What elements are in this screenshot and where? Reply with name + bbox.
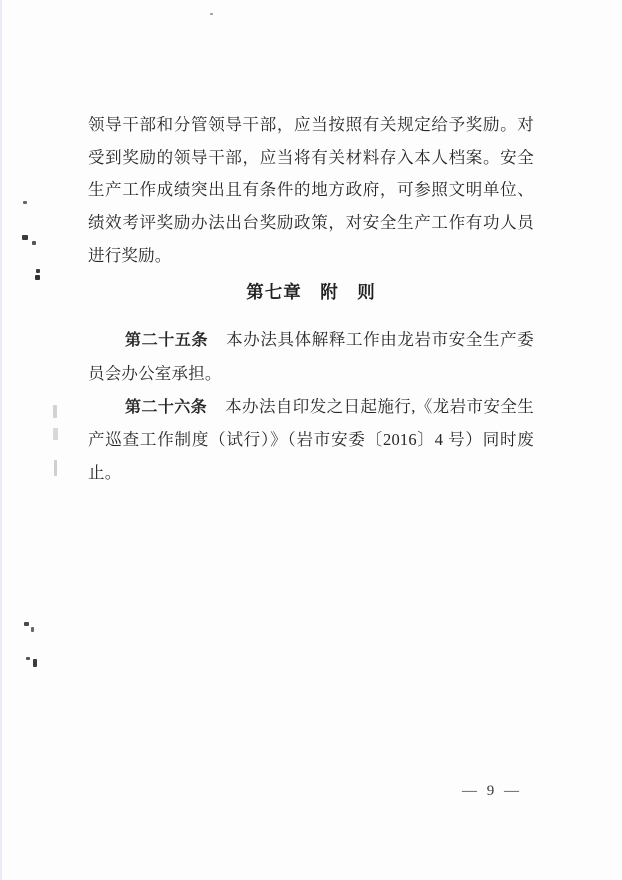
- scan-speck: [35, 275, 40, 280]
- body-line: 绩效考评奖励办法出台奖励政策，对安全生产工作有功人员: [88, 213, 534, 233]
- chapter-heading: 第七章 附 则: [246, 281, 376, 302]
- scan-speck: [32, 241, 36, 245]
- article-26-number: 第二十六条: [125, 398, 208, 416]
- scan-speck: [26, 657, 30, 660]
- scan-smudge: [54, 460, 57, 476]
- article-26-line-3: 止。: [88, 463, 122, 483]
- scan-speck: [36, 269, 40, 273]
- scan-speck: [22, 235, 28, 240]
- scan-smudge: [53, 405, 57, 418]
- scan-speck: [31, 627, 34, 632]
- document-body: [88, 109, 534, 490]
- article-25-text: 本办法具体解释工作由龙岩市安全生产委: [226, 330, 534, 350]
- scan-speck: [33, 659, 37, 667]
- article-25-line-1: [88, 324, 534, 358]
- scan-speck: [24, 622, 29, 626]
- article-26-line-2: 产巡查工作制度（试行）》（岩市安委〔2016〕4 号）同时废: [88, 430, 534, 450]
- scan-edge-line: [0, 0, 2, 880]
- scan-speck: [210, 13, 213, 15]
- page-number: — 9 —: [462, 783, 522, 799]
- scan-speck: [23, 201, 27, 204]
- body-line: 进行奖励。: [88, 245, 172, 265]
- scan-smudge: [53, 428, 58, 440]
- article-25-number: 第二十五条: [125, 332, 209, 350]
- article-25-line-2: 员会办公室承担。: [88, 363, 222, 383]
- body-line: 受到奖励的领导干部，应当将有关材料存入本人档案。安全: [88, 147, 534, 167]
- body-line: 领导干部和分管领导干部，应当按照有关规定给予奖励。对: [88, 115, 534, 134]
- article-26-text: 本办法自印发之日起施行,《龙岩市安全生: [225, 396, 534, 416]
- article-26-line-1: [88, 391, 534, 425]
- body-line: 生产工作成绩突出且有条件的地方政府，可参照文明单位、: [88, 180, 534, 200]
